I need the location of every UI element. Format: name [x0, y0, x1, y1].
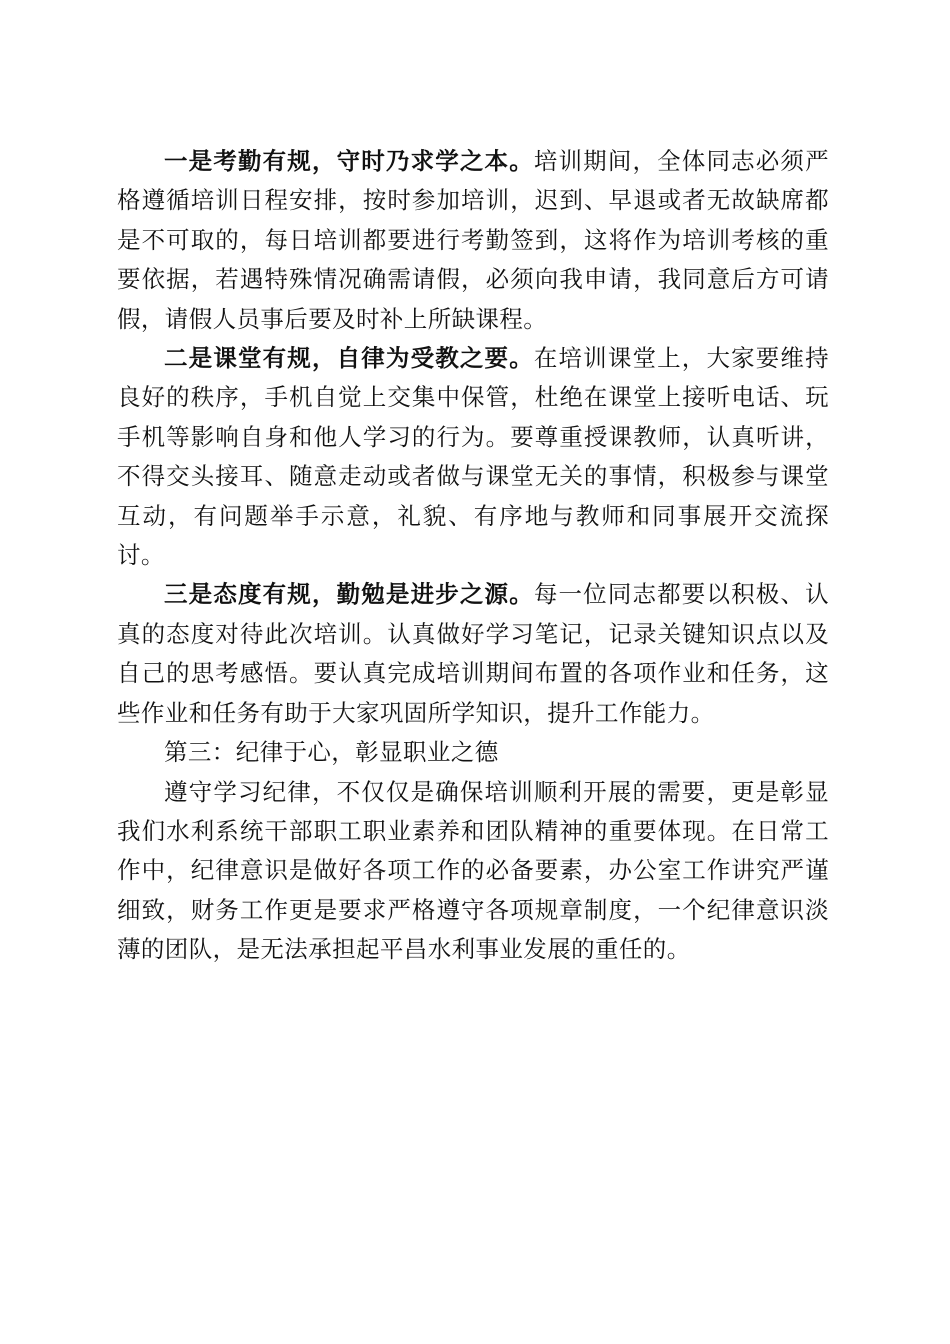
document-body: [117, 142, 829, 970]
paragraph-closing: 遵守学习纪律，不仅仅是确保培训顺利开展的需要，更是彰显我们水利系统干部职工职业素养和团队精神的重要体现。在日常工作中，纪律意识是做好各项工作的必备要素，办公室工作讲究严谨细致，财务工作更是要求严格遵守各项规章制度，一个纪律意识淡薄的团队，是无法承担起平昌水利事业发展的重任的。: [117, 777, 829, 964]
paragraph-classroom-lead: 二是课堂有规，自律为受教之要。: [164, 344, 534, 373]
section-heading: 第三：纪律于心，彰显职业之德: [164, 738, 499, 767]
paragraph-attitude-lead: 三是态度有规，勤勉是进步之源。: [164, 580, 534, 609]
paragraph-attendance: [117, 142, 829, 339]
paragraph-attendance-lead: 一是考勤有规，守时乃求学之本。: [164, 147, 534, 175]
paragraph-attitude: [117, 575, 829, 733]
paragraph-attendance-body: 培训期间，全体同志必须严格遵循培训日程安排，按时参加培训，迟到、早退或者无故缺席都是不可取的，每日培训都要进行考勤签到，这将作为培训考核的重要依据，若遇特殊情况确需请假，必须向我申请，我同意后方可请假，请假人员事后要及时补上所缺课程。: [117, 147, 829, 333]
paragraph-classroom: [117, 339, 829, 575]
paragraph-attitude-body: 每一位同志都要以积极、认真的态度对待此次培训。认真做好学习笔记，记录关键知识点以及自己的思考感悟。要认真完成培训期间布置的各项作业和任务，这些作业和任务有助于大家巩固所学知识，提升工作能力。: [117, 580, 829, 727]
paragraph-classroom-body: 在培训课堂上，大家要维持良好的秩序，手机自觉上交集中保管，杜绝在课堂上接听电话、玩手机等影响自身和他人学习的行为。要尊重授课教师，认真听讲，不得交头接耳、随意走动或者做与课堂无关的事情，积极参与课堂互动，有问题举手示意，礼貌、有序地与教师和同事展开交流探讨。: [117, 344, 829, 570]
